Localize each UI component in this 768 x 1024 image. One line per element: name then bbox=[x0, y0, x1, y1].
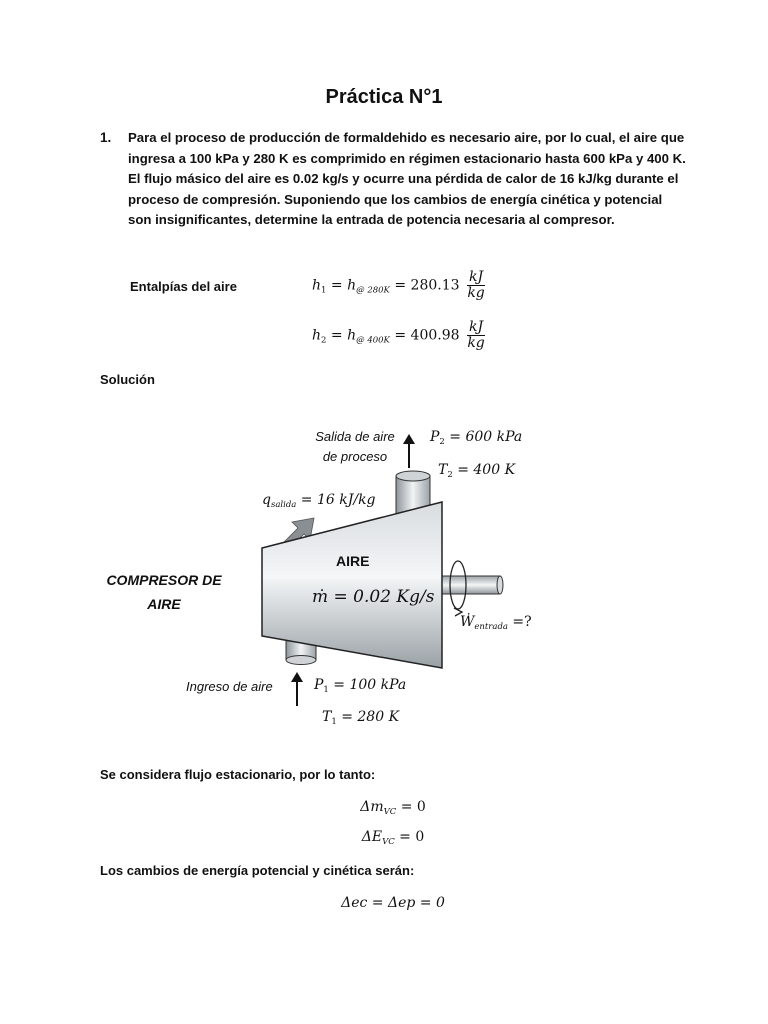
work-input: Ẇ$_{entrada}$ =? bbox=[460, 614, 532, 632]
device-label: COMPRESOR DE AIRE bbox=[106, 572, 222, 612]
energy-changes-label: Los cambios de energía potencial y cinética serán: bbox=[100, 863, 415, 878]
enthalpy-h1: $h_1 = h_{@ 280K} = 280.13$ $\frac{kJ}{kg}$ bbox=[312, 269, 485, 301]
problem-statement: Para el proceso de producción de formaldehido es necesario aire, por lo cual, el aire que ingresa a 100 kPa y 280 K es comprimido en régimen estacionario hasta 600 kPa y 400 K. El flujo másico del aire es 0.02 kg/s y ocurre una pérdida de calor de 16 kJ/kg durante el proceso de compresión. Suponiendo que los cambios de energía cinética y potencial son insignificantes, determine la entrada de potencia necesaria al compresor. bbox=[128, 130, 686, 228]
mass-flow: ṁ = 0.02 Kg/s bbox=[312, 587, 435, 607]
page-title: Práctica N°1 bbox=[325, 86, 443, 108]
solution-label: Solución bbox=[100, 372, 155, 387]
enthalpy-h2: $h_2 = h_{@ 400K} = 400.98$ $\frac{kJ}{kg}$ bbox=[312, 319, 485, 351]
inlet-label: Ingreso de aire bbox=[186, 679, 273, 694]
mass-balance-equation: $\Delta m_{VC} = 0$ bbox=[360, 799, 426, 817]
inlet-temperature: $T_1 = 280$ K bbox=[322, 709, 400, 727]
energy-balance-equation: $\Delta E_{VC} = 0$ bbox=[361, 829, 425, 847]
kinetic-potential-equation: Δec = Δep = 0 bbox=[341, 895, 445, 911]
problem-number: 1. bbox=[100, 130, 112, 145]
heat-loss-value: $q_{salida} = 16$ kJ/kg bbox=[262, 492, 376, 510]
inlet-pressure: $P_1 = 100$ kPa bbox=[314, 677, 407, 695]
inlet-flow-arrow bbox=[290, 672, 304, 706]
fluid-label: AIRE bbox=[336, 553, 370, 569]
outlet-temperature: $T_2 = 400$ K bbox=[438, 462, 516, 480]
enthalpy-label: Entalpías del aire bbox=[130, 279, 237, 294]
outlet-pressure: $P_2 = 600$ kPa bbox=[430, 429, 523, 447]
outlet-label: Salida de aire de proceso bbox=[315, 429, 395, 464]
steady-flow-label: Se considera flujo estacionario, por lo tanto: bbox=[100, 767, 376, 782]
